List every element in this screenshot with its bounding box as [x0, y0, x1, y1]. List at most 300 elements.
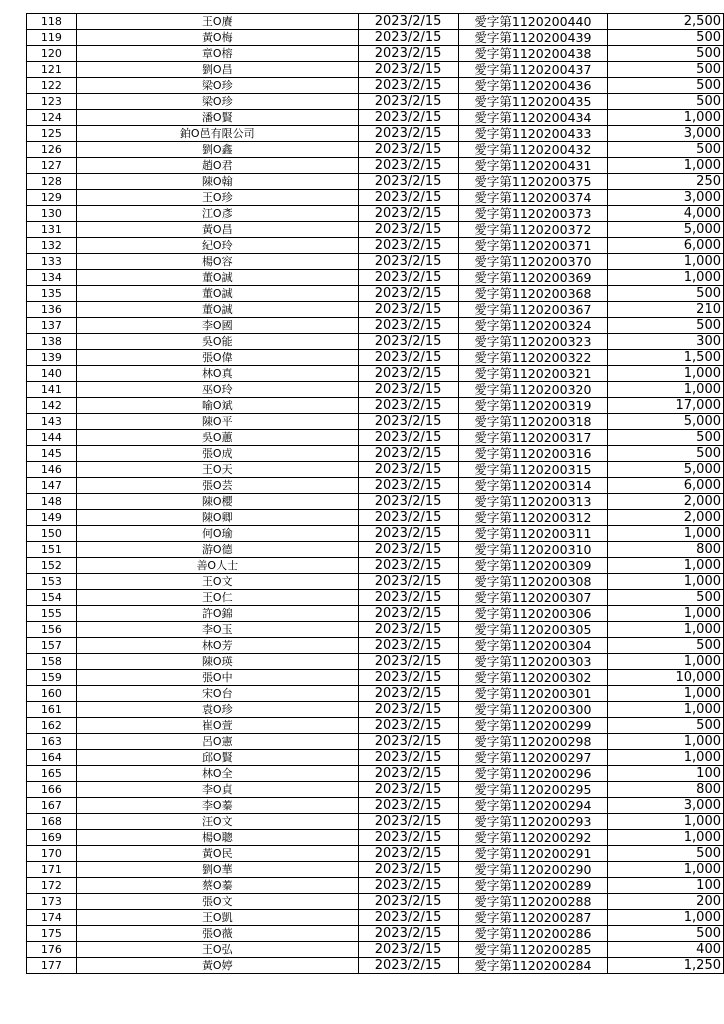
- amount-cell: 1,000: [608, 702, 724, 718]
- table-row: [27, 254, 724, 270]
- donation-date-cell: 2023/2/15: [358, 398, 458, 414]
- donor-name-cell: 袁O珍: [76, 702, 358, 718]
- amount-cell: 1,000: [608, 622, 724, 638]
- table-row: [27, 206, 724, 222]
- donation-date-cell: 2023/2/15: [358, 206, 458, 222]
- table-row: [27, 830, 724, 846]
- table-row: [27, 686, 724, 702]
- receipt-number-cell: 愛字第1120200372: [458, 222, 608, 238]
- row-number-cell: 147: [27, 478, 77, 494]
- row-number-cell: 133: [27, 254, 77, 270]
- donation-date-cell: 2023/2/15: [358, 462, 458, 478]
- receipt-number-cell: 愛字第1120200286: [458, 926, 608, 942]
- amount-cell: 10,000: [608, 670, 724, 686]
- receipt-number-cell: 愛字第1120200303: [458, 654, 608, 670]
- donation-date-cell: 2023/2/15: [358, 270, 458, 286]
- table-row: [27, 382, 724, 398]
- receipt-number-cell: 愛字第1120200296: [458, 766, 608, 782]
- amount-cell: 1,000: [608, 862, 724, 878]
- receipt-number-cell: 愛字第1120200306: [458, 606, 608, 622]
- table-row: [27, 110, 724, 126]
- table-row: [27, 622, 724, 638]
- row-number-cell: 141: [27, 382, 77, 398]
- receipt-number-cell: 愛字第1120200438: [458, 46, 608, 62]
- receipt-number-cell: 愛字第1120200319: [458, 398, 608, 414]
- receipt-number-cell: 愛字第1120200299: [458, 718, 608, 734]
- donor-name-cell: 邱O賢: [76, 750, 358, 766]
- row-number-cell: 151: [27, 542, 77, 558]
- table-row: [27, 302, 724, 318]
- receipt-number-cell: 愛字第1120200300: [458, 702, 608, 718]
- donation-date-cell: 2023/2/15: [358, 158, 458, 174]
- donation-date-cell: 2023/2/15: [358, 622, 458, 638]
- donor-name-cell: 陳O瑛: [76, 654, 358, 670]
- amount-cell: 200: [608, 894, 724, 910]
- receipt-number-cell: 愛字第1120200313: [458, 494, 608, 510]
- amount-cell: 500: [608, 286, 724, 302]
- row-number-cell: 120: [27, 46, 77, 62]
- receipt-number-cell: 愛字第1120200436: [458, 78, 608, 94]
- donor-name-cell: 崔O萱: [76, 718, 358, 734]
- table-row: [27, 318, 724, 334]
- donor-name-cell: 陳O翰: [76, 174, 358, 190]
- donor-name-cell: 王O珍: [76, 190, 358, 206]
- donor-name-cell: 巫O玲: [76, 382, 358, 398]
- table-row: [27, 926, 724, 942]
- row-number-cell: 139: [27, 350, 77, 366]
- receipt-number-cell: 愛字第1120200318: [458, 414, 608, 430]
- receipt-number-cell: 愛字第1120200291: [458, 846, 608, 862]
- donor-name-cell: 張O芸: [76, 478, 358, 494]
- receipt-number-cell: 愛字第1120200316: [458, 446, 608, 462]
- donor-name-cell: 劉O鑫: [76, 142, 358, 158]
- table-row: [27, 606, 724, 622]
- receipt-number-cell: 愛字第1120200289: [458, 878, 608, 894]
- table-row: [27, 446, 724, 462]
- row-number-cell: 168: [27, 814, 77, 830]
- donation-date-cell: 2023/2/15: [358, 526, 458, 542]
- receipt-number-cell: 愛字第1120200431: [458, 158, 608, 174]
- donation-date-cell: 2023/2/15: [358, 590, 458, 606]
- row-number-cell: 163: [27, 734, 77, 750]
- donation-date-cell: 2023/2/15: [358, 350, 458, 366]
- donation-date-cell: 2023/2/15: [358, 926, 458, 942]
- row-number-cell: 175: [27, 926, 77, 942]
- amount-cell: 1,000: [608, 750, 724, 766]
- donation-date-cell: 2023/2/15: [358, 142, 458, 158]
- donor-name-cell: 李O蓁: [76, 798, 358, 814]
- donor-name-cell: 王O天: [76, 462, 358, 478]
- receipt-number-cell: 愛字第1120200298: [458, 734, 608, 750]
- amount-cell: 500: [608, 142, 724, 158]
- amount-cell: 1,000: [608, 830, 724, 846]
- table-row: [27, 798, 724, 814]
- row-number-cell: 123: [27, 94, 77, 110]
- donor-name-cell: 蔡O蓁: [76, 878, 358, 894]
- table-row: [27, 30, 724, 46]
- amount-cell: 1,000: [608, 910, 724, 926]
- donation-date-cell: 2023/2/15: [358, 958, 458, 974]
- row-number-cell: 122: [27, 78, 77, 94]
- table-row: [27, 846, 724, 862]
- donation-date-cell: 2023/2/15: [358, 430, 458, 446]
- table-row: [27, 46, 724, 62]
- receipt-number-cell: 愛字第1120200311: [458, 526, 608, 542]
- donation-date-cell: 2023/2/15: [358, 510, 458, 526]
- amount-cell: 500: [608, 446, 724, 462]
- donation-date-cell: 2023/2/15: [358, 382, 458, 398]
- row-number-cell: 157: [27, 638, 77, 654]
- amount-cell: 1,000: [608, 158, 724, 174]
- donation-date-cell: 2023/2/15: [358, 62, 458, 78]
- donation-date-cell: 2023/2/15: [358, 254, 458, 270]
- table-row: [27, 654, 724, 670]
- amount-cell: 3,000: [608, 126, 724, 142]
- donation-date-cell: 2023/2/15: [358, 302, 458, 318]
- table-row: [27, 462, 724, 478]
- table-row: [27, 78, 724, 94]
- row-number-cell: 165: [27, 766, 77, 782]
- amount-cell: 250: [608, 174, 724, 190]
- donor-name-cell: 張O文: [76, 894, 358, 910]
- row-number-cell: 152: [27, 558, 77, 574]
- donation-date-cell: 2023/2/15: [358, 238, 458, 254]
- table-row: [27, 94, 724, 110]
- row-number-cell: 132: [27, 238, 77, 254]
- receipt-number-cell: 愛字第1120200312: [458, 510, 608, 526]
- receipt-number-cell: 愛字第1120200307: [458, 590, 608, 606]
- amount-cell: 1,000: [608, 686, 724, 702]
- row-number-cell: 131: [27, 222, 77, 238]
- donation-date-cell: 2023/2/15: [358, 734, 458, 750]
- receipt-number-cell: 愛字第1120200288: [458, 894, 608, 910]
- table-row: [27, 670, 724, 686]
- amount-cell: 2,500: [608, 14, 724, 30]
- row-number-cell: 143: [27, 414, 77, 430]
- amount-cell: 800: [608, 542, 724, 558]
- donor-name-cell: 劉O昌: [76, 62, 358, 78]
- row-number-cell: 138: [27, 334, 77, 350]
- table-row: [27, 238, 724, 254]
- table-row: [27, 366, 724, 382]
- donation-date-cell: 2023/2/15: [358, 638, 458, 654]
- row-number-cell: 140: [27, 366, 77, 382]
- donor-name-cell: 黃O婷: [76, 958, 358, 974]
- receipt-number-cell: 愛字第1120200287: [458, 910, 608, 926]
- donor-name-cell: 喻O斌: [76, 398, 358, 414]
- row-number-cell: 135: [27, 286, 77, 302]
- row-number-cell: 119: [27, 30, 77, 46]
- table-row: [27, 558, 724, 574]
- table-row: [27, 734, 724, 750]
- receipt-number-cell: 愛字第1120200315: [458, 462, 608, 478]
- table-row: [27, 782, 724, 798]
- donation-date-cell: 2023/2/15: [358, 750, 458, 766]
- row-number-cell: 134: [27, 270, 77, 286]
- amount-cell: 800: [608, 782, 724, 798]
- row-number-cell: 167: [27, 798, 77, 814]
- amount-cell: 1,000: [608, 606, 724, 622]
- donation-date-cell: 2023/2/15: [358, 286, 458, 302]
- table-row: [27, 766, 724, 782]
- donor-name-cell: 林O全: [76, 766, 358, 782]
- table-row: [27, 542, 724, 558]
- receipt-number-cell: 愛字第1120200373: [458, 206, 608, 222]
- row-number-cell: 161: [27, 702, 77, 718]
- row-number-cell: 126: [27, 142, 77, 158]
- donor-name-cell: 趙O君: [76, 158, 358, 174]
- receipt-number-cell: 愛字第1120200290: [458, 862, 608, 878]
- donation-date-cell: 2023/2/15: [358, 942, 458, 958]
- table-row: [27, 398, 724, 414]
- amount-cell: 1,000: [608, 654, 724, 670]
- table-row: [27, 894, 724, 910]
- donation-date-cell: 2023/2/15: [358, 574, 458, 590]
- amount-cell: 1,000: [608, 526, 724, 542]
- donor-name-cell: 陳O平: [76, 414, 358, 430]
- amount-cell: 100: [608, 878, 724, 894]
- donor-name-cell: 潘O賢: [76, 110, 358, 126]
- amount-cell: 1,000: [608, 814, 724, 830]
- amount-cell: 4,000: [608, 206, 724, 222]
- row-number-cell: 130: [27, 206, 77, 222]
- table-row: [27, 430, 724, 446]
- donor-name-cell: 何O瑜: [76, 526, 358, 542]
- donation-date-cell: 2023/2/15: [358, 542, 458, 558]
- donor-name-cell: 楊O容: [76, 254, 358, 270]
- amount-cell: 1,250: [608, 958, 724, 974]
- receipt-number-cell: 愛字第1120200284: [458, 958, 608, 974]
- amount-cell: 500: [608, 78, 724, 94]
- receipt-number-cell: 愛字第1120200368: [458, 286, 608, 302]
- row-number-cell: 124: [27, 110, 77, 126]
- row-number-cell: 177: [27, 958, 77, 974]
- amount-cell: 1,500: [608, 350, 724, 366]
- donor-name-cell: 紀O玲: [76, 238, 358, 254]
- amount-cell: 210: [608, 302, 724, 318]
- donation-date-cell: 2023/2/15: [358, 558, 458, 574]
- donation-date-cell: 2023/2/15: [358, 686, 458, 702]
- amount-cell: 500: [608, 94, 724, 110]
- row-number-cell: 150: [27, 526, 77, 542]
- donor-name-cell: 梁O珍: [76, 94, 358, 110]
- amount-cell: 500: [608, 638, 724, 654]
- amount-cell: 17,000: [608, 398, 724, 414]
- table-row: [27, 510, 724, 526]
- donation-date-cell: 2023/2/15: [358, 478, 458, 494]
- row-number-cell: 156: [27, 622, 77, 638]
- row-number-cell: 176: [27, 942, 77, 958]
- donation-date-cell: 2023/2/15: [358, 174, 458, 190]
- amount-cell: 6,000: [608, 478, 724, 494]
- donation-date-cell: 2023/2/15: [358, 222, 458, 238]
- donor-name-cell: 宋O台: [76, 686, 358, 702]
- receipt-number-cell: 愛字第1120200440: [458, 14, 608, 30]
- table-row: [27, 862, 724, 878]
- amount-cell: 1,000: [608, 254, 724, 270]
- donation-date-cell: 2023/2/15: [358, 30, 458, 46]
- amount-cell: 2,000: [608, 494, 724, 510]
- row-number-cell: 129: [27, 190, 77, 206]
- table-row: [27, 174, 724, 190]
- donor-name-cell: 王O仁: [76, 590, 358, 606]
- row-number-cell: 154: [27, 590, 77, 606]
- receipt-number-cell: 愛字第1120200285: [458, 942, 608, 958]
- donor-name-cell: 王O凱: [76, 910, 358, 926]
- donor-name-cell: 張O中: [76, 670, 358, 686]
- row-number-cell: 169: [27, 830, 77, 846]
- donation-date-cell: 2023/2/15: [358, 798, 458, 814]
- donor-name-cell: 汪O文: [76, 814, 358, 830]
- amount-cell: 3,000: [608, 798, 724, 814]
- receipt-number-cell: 愛字第1120200432: [458, 142, 608, 158]
- table-row: [27, 350, 724, 366]
- table-row: [27, 702, 724, 718]
- row-number-cell: 170: [27, 846, 77, 862]
- amount-cell: 100: [608, 766, 724, 782]
- row-number-cell: 155: [27, 606, 77, 622]
- receipt-number-cell: 愛字第1120200439: [458, 30, 608, 46]
- row-number-cell: 171: [27, 862, 77, 878]
- donor-name-cell: 吳O蕙: [76, 430, 358, 446]
- amount-cell: 400: [608, 942, 724, 958]
- table-row: [27, 494, 724, 510]
- donation-date-cell: 2023/2/15: [358, 654, 458, 670]
- table-row: [27, 334, 724, 350]
- receipt-number-cell: 愛字第1120200374: [458, 190, 608, 206]
- donation-date-cell: 2023/2/15: [358, 494, 458, 510]
- table-row: [27, 718, 724, 734]
- row-number-cell: 125: [27, 126, 77, 142]
- receipt-number-cell: 愛字第1120200323: [458, 334, 608, 350]
- amount-cell: 5,000: [608, 414, 724, 430]
- table-row: [27, 878, 724, 894]
- donation-date-cell: 2023/2/15: [358, 718, 458, 734]
- donor-name-cell: 董O誠: [76, 286, 358, 302]
- receipt-number-cell: 愛字第1120200433: [458, 126, 608, 142]
- receipt-number-cell: 愛字第1120200437: [458, 62, 608, 78]
- amount-cell: 500: [608, 30, 724, 46]
- table-row: [27, 14, 724, 30]
- row-number-cell: 159: [27, 670, 77, 686]
- amount-cell: 500: [608, 590, 724, 606]
- donor-name-cell: 張O成: [76, 446, 358, 462]
- donation-date-cell: 2023/2/15: [358, 782, 458, 798]
- amount-cell: 500: [608, 46, 724, 62]
- receipt-number-cell: 愛字第1120200434: [458, 110, 608, 126]
- donation-date-cell: 2023/2/15: [358, 894, 458, 910]
- receipt-number-cell: 愛字第1120200308: [458, 574, 608, 590]
- row-number-cell: 173: [27, 894, 77, 910]
- donation-date-cell: 2023/2/15: [358, 910, 458, 926]
- row-number-cell: 118: [27, 14, 77, 30]
- donor-name-cell: 劉O華: [76, 862, 358, 878]
- table-row: [27, 126, 724, 142]
- amount-cell: 500: [608, 318, 724, 334]
- donor-name-cell: 王O文: [76, 574, 358, 590]
- donor-name-cell: 張O薇: [76, 926, 358, 942]
- amount-cell: 300: [608, 334, 724, 350]
- row-number-cell: 145: [27, 446, 77, 462]
- receipt-number-cell: 愛字第1120200314: [458, 478, 608, 494]
- donation-date-cell: 2023/2/15: [358, 862, 458, 878]
- donation-date-cell: 2023/2/15: [358, 414, 458, 430]
- donor-name-cell: 李O貞: [76, 782, 358, 798]
- donor-name-cell: 董O誠: [76, 302, 358, 318]
- donation-date-cell: 2023/2/15: [358, 334, 458, 350]
- table-row: [27, 286, 724, 302]
- row-number-cell: 166: [27, 782, 77, 798]
- donor-name-cell: 李O國: [76, 318, 358, 334]
- receipt-number-cell: 愛字第1120200321: [458, 366, 608, 382]
- amount-cell: 1,000: [608, 110, 724, 126]
- receipt-number-cell: 愛字第1120200367: [458, 302, 608, 318]
- row-number-cell: 121: [27, 62, 77, 78]
- table-row: [27, 158, 724, 174]
- donation-date-cell: 2023/2/15: [358, 606, 458, 622]
- table-row: [27, 142, 724, 158]
- row-number-cell: 128: [27, 174, 77, 190]
- donation-date-cell: 2023/2/15: [358, 670, 458, 686]
- amount-cell: 3,000: [608, 190, 724, 206]
- donor-name-cell: 陳O卿: [76, 510, 358, 526]
- donor-name-cell: 張O偉: [76, 350, 358, 366]
- table-row: [27, 574, 724, 590]
- receipt-number-cell: 愛字第1120200322: [458, 350, 608, 366]
- donation-date-cell: 2023/2/15: [358, 14, 458, 30]
- row-number-cell: 162: [27, 718, 77, 734]
- receipt-number-cell: 愛字第1120200293: [458, 814, 608, 830]
- donor-name-cell: 楊O聰: [76, 830, 358, 846]
- amount-cell: 1,000: [608, 270, 724, 286]
- amount-cell: 500: [608, 846, 724, 862]
- donation-date-cell: 2023/2/15: [358, 190, 458, 206]
- donation-date-cell: 2023/2/15: [358, 766, 458, 782]
- table-row: [27, 222, 724, 238]
- receipt-number-cell: 愛字第1120200320: [458, 382, 608, 398]
- donor-name-cell: 林O芳: [76, 638, 358, 654]
- amount-cell: 1,000: [608, 574, 724, 590]
- receipt-number-cell: 愛字第1120200301: [458, 686, 608, 702]
- donation-table: [26, 13, 724, 974]
- donor-name-cell: 吳O能: [76, 334, 358, 350]
- donor-name-cell: 黃O民: [76, 846, 358, 862]
- amount-cell: 500: [608, 718, 724, 734]
- table-row: [27, 414, 724, 430]
- donation-date-cell: 2023/2/15: [358, 846, 458, 862]
- amount-cell: 500: [608, 926, 724, 942]
- row-number-cell: 158: [27, 654, 77, 670]
- amount-cell: 500: [608, 430, 724, 446]
- amount-cell: 1,000: [608, 734, 724, 750]
- table-row: [27, 910, 724, 926]
- receipt-number-cell: 愛字第1120200294: [458, 798, 608, 814]
- amount-cell: 1,000: [608, 382, 724, 398]
- row-number-cell: 142: [27, 398, 77, 414]
- receipt-number-cell: 愛字第1120200310: [458, 542, 608, 558]
- amount-cell: 1,000: [608, 366, 724, 382]
- receipt-number-cell: 愛字第1120200370: [458, 254, 608, 270]
- amount-cell: 5,000: [608, 462, 724, 478]
- donor-name-cell: 江O彥: [76, 206, 358, 222]
- donation-date-cell: 2023/2/15: [358, 126, 458, 142]
- table-row: [27, 190, 724, 206]
- row-number-cell: 174: [27, 910, 77, 926]
- donor-name-cell: 許O錦: [76, 606, 358, 622]
- receipt-number-cell: 愛字第1120200292: [458, 830, 608, 846]
- donor-name-cell: 陳O櫻: [76, 494, 358, 510]
- donation-date-cell: 2023/2/15: [358, 318, 458, 334]
